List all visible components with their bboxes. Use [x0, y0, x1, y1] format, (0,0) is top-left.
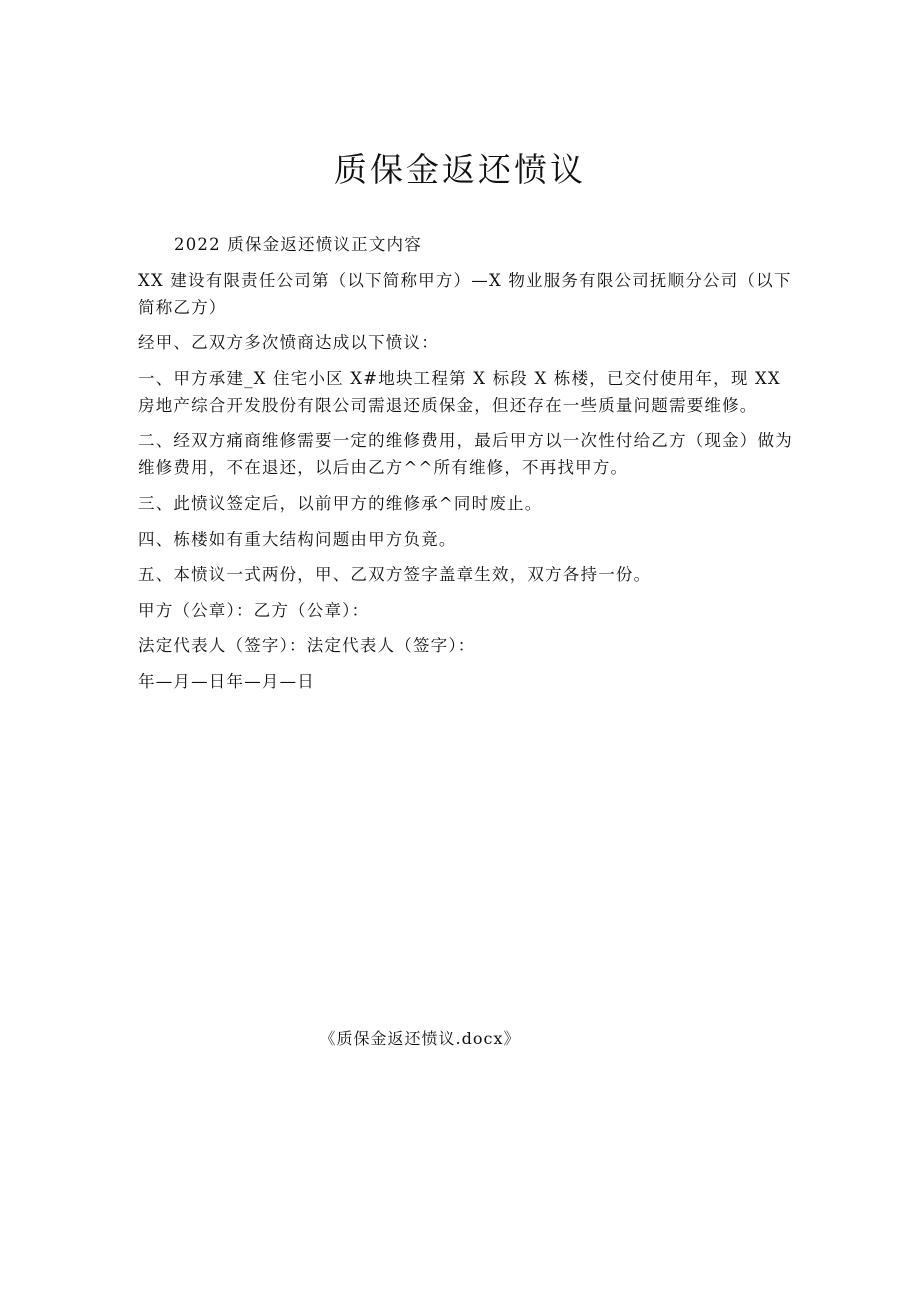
body-intro-line: 2022 质保金返还愤议正文内容 [174, 235, 422, 254]
clause-four-paragraph: 四、栋楼如有重大结构问题由甲方负竟。 [138, 529, 457, 549]
document-title: 质保金返还愤议 [334, 150, 586, 189]
document-body [138, 231, 798, 704]
clause-two-paragraph: 二、经双方痛商维修需要一定的维修费用，最后甲方以一次性付给乙方（现金）做为维修费用，不在退还，以后由乙方^^所有维修，不再找甲方。 [138, 431, 793, 478]
agreement-lead-paragraph: 经甲、乙双方多次愤商达成以下愤议： [138, 333, 439, 353]
clause-three-paragraph: 三、此愤议签定后，以前甲方的维修承^同时废止。 [138, 493, 543, 513]
signature-line: 法定代表人（签字）：法定代表人（签字）： [138, 636, 476, 656]
clause-one-paragraph: 一、甲方承建_X 住宅小区 X#地块工程第 X 标段 X 栋楼，已交付使用年，现 XX 房地产综合开发股份有限公司需退还质保金，但还存在一些质量问题需要维修。 [138, 368, 781, 415]
clause-five-paragraph: 五、本愤议一式两份，甲、乙双方签字盖章生效，双方各持一份。 [138, 565, 652, 585]
date-line: 年—月—日年—月—日 [138, 671, 315, 691]
seal-line: 甲方（公章）：乙方（公章）： [138, 600, 370, 620]
parties-paragraph: XX 建设有限责任公司第（以下简称甲方）—X 物业服务有限公司抚顺分公司（以下简称乙方） [138, 270, 792, 317]
document-footer-filename: 《质保金返还愤议.docx》 [319, 1029, 521, 1048]
